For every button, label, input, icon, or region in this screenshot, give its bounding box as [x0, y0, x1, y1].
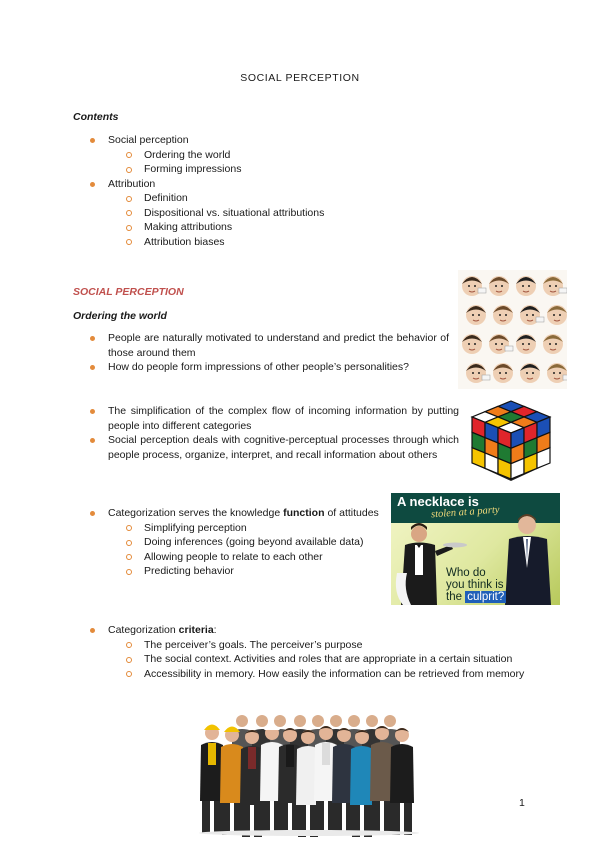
sub-heading: Ordering the world	[73, 310, 167, 322]
necklace-banner-subtext: stolen at a party	[430, 504, 500, 521]
sub-item: Simplifying perception	[73, 521, 389, 536]
culprit-question-line: Who do	[446, 567, 486, 579]
bullet-text: Categorization	[108, 624, 176, 636]
bullet-item: How do people form impressions of other people’s personalities?	[73, 360, 449, 375]
bullet-text: of attitudes	[327, 507, 379, 519]
sub-list	[73, 521, 389, 579]
culprit-question	[446, 567, 506, 603]
bullet-list-motivation	[73, 331, 449, 375]
contents-list	[73, 133, 533, 249]
contents-subitem: Attribution biases	[73, 235, 533, 250]
bullet-item: Social perception deals with cognitive-perceptual processes through which people process, organize, interpret, and recall information about others	[73, 433, 459, 462]
sub-item: Accessibility in memory. How easily the information can be retrieved from memory	[73, 667, 528, 682]
contents-item-label: Social perception	[108, 134, 189, 146]
bullet-bold-term: function	[283, 507, 325, 519]
section-heading: SOCIAL PERCEPTION	[73, 286, 184, 298]
sub-list	[73, 638, 528, 682]
bullet-item	[73, 506, 389, 579]
culprit-question-word: the	[446, 591, 462, 603]
page-number: 1	[519, 797, 525, 809]
sub-item: The social context. Activities and roles that are appropriate in a certain situation	[73, 652, 528, 667]
bullet-text: :	[213, 624, 217, 636]
culprit-question-line	[446, 591, 506, 603]
culprit-question-line: you think is	[446, 579, 504, 591]
necklace-scene-image	[391, 493, 560, 605]
necklace-banner-text: A necklace is	[397, 494, 479, 509]
contents-sublist	[73, 148, 533, 177]
contents-subitem: Dispositional vs. situational attributions	[73, 206, 533, 221]
contents-subitem: Ordering the world	[73, 148, 533, 163]
document-title: SOCIAL PERCEPTION	[240, 72, 360, 84]
contents-subitem: Forming impressions	[73, 162, 533, 177]
culprit-highlight: culprit?	[467, 591, 505, 603]
rubiks-cube-image	[470, 399, 552, 483]
bullet-text: Categorization serves the knowledge	[108, 507, 281, 519]
bullet-item: The simplification of the complex flow of incoming information by putting people into different categories	[73, 404, 459, 433]
bullet-list-criteria	[73, 623, 528, 681]
contents-item	[73, 177, 533, 250]
faces-collage-image	[458, 270, 567, 389]
contents-heading: Contents	[73, 111, 119, 123]
sub-item: Predicting behavior	[73, 564, 389, 579]
sub-item: Doing inferences (going beyond available data)	[73, 535, 389, 550]
sub-item: The perceiver’s goals. The perceiver’s purpose	[73, 638, 528, 653]
bullet-list-simplification	[73, 404, 459, 462]
contents-subitem: Definition	[73, 191, 533, 206]
bullet-list-function	[73, 506, 389, 579]
contents-item-label: Attribution	[108, 177, 156, 190]
contents-sublist	[73, 191, 533, 249]
sub-item: Allowing people to relate to each other	[73, 550, 389, 565]
bullet-item	[73, 623, 528, 681]
contents-item	[73, 133, 533, 177]
professionals-group-image	[190, 707, 428, 837]
faces-grid	[462, 276, 567, 383]
contents-subitem: Making attributions	[73, 220, 533, 235]
bullet-bold-term: criteria	[178, 624, 214, 636]
bullet-item: People are naturally motivated to understand and predict the behavior of those around them	[73, 331, 449, 360]
